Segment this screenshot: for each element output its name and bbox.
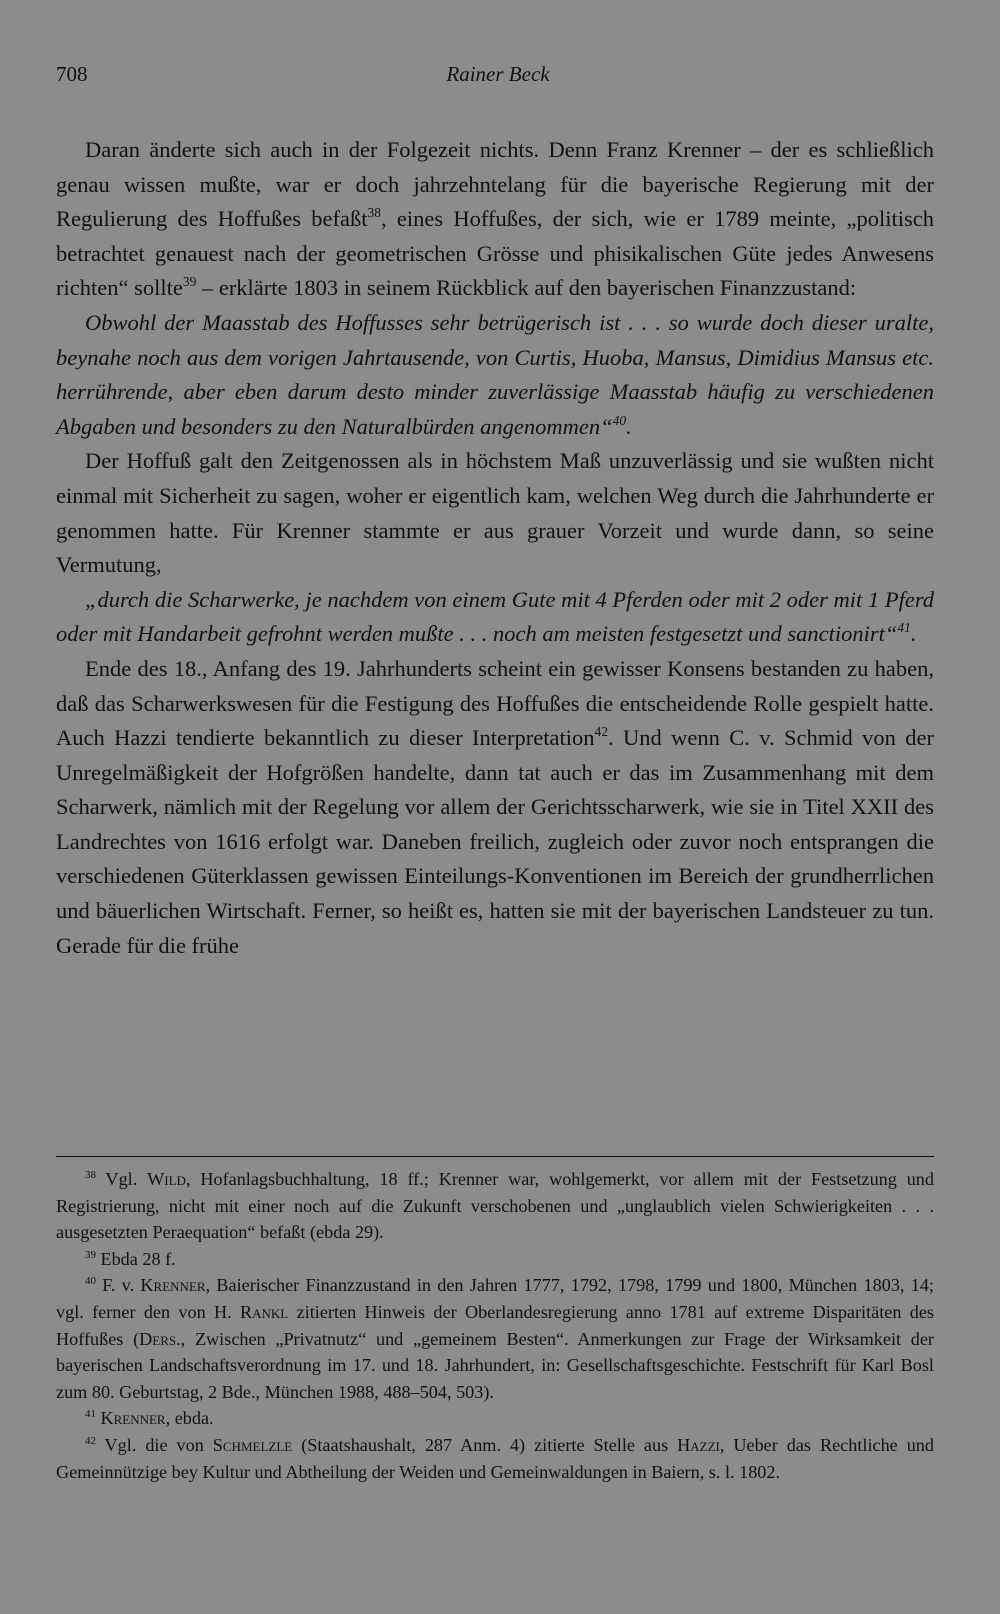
footnote-ref-42: 42 <box>594 724 608 740</box>
footnote-41: $^{41}$ Krenner, ebda. <box>85 1408 214 1429</box>
footnote-separator <box>56 1156 934 1157</box>
running-head: Rainer Beck <box>446 62 550 86</box>
main-text <box>56 133 934 963</box>
paragraph-2: Der Hoffuß galt den Zeitgenossen als in höchstem Maß unzuverlässig und sie wußten nicht einmal mit Sicherheit zu sagen, woher er eigentlich kam, welchen Weg durch die Jahrhunderte er genommen hatte. Für Krenner stammte er aus grauer Vorzeit und wurde dann, so seine Vermutung, <box>56 448 934 578</box>
footnote-42: $^{42}$ Vgl. die von Schmelzle (Staatshaushalt, 287 Anm. 4) zitierte Stelle aus Hazzi, Ueber das Rechtliche und Gemeinnützige bey Kultur und Abtheilung der Weiden und Gemeinwaldungen in Baiern, s. l. 1802. <box>56 1434 934 1482</box>
footnote-ref-38: 38 <box>367 205 382 221</box>
footnote-ref-39: 39 <box>182 274 197 290</box>
footnote-38: $^{38}$ Vgl. Wild, Hofanlagsbuchhaltung, 18 ff.; Krenner war, wohlgemerkt, vor allem mit der Festsetzung und Registrierung, nicht mit einer noch auf die Zukunft verschobenen und „unglaublich vielen Schwierigkeiten . . . ausgesetzten Peraequation“ befaßt (ebda 29). <box>56 1168 934 1243</box>
paragraph-3: Ende des 18., Anfang des 19. Jahrhunderts scheint ein gewisser Konsens bestanden zu haben, daß das Scharwerkswesen für die Festigung des Hoffußes die entscheidende Rolle gespielt hatte. Auch Hazzi tendierte bekanntlich zu dieser Interpretation$^{42}$. Und wenn C. v. Schmid von der Unregelmäßigkeit der Hofgrößen handelte, dann tat auch er das im Zusammenhang mit dem Scharwerk, nämlich mit der Regelung vor allem der Gerichtsscharwerk, wie sie in Titel XXII des Landrechtes von 1616 erfolgt war. Daneben freilich, zugleich oder zuvor noch entsprangen die verschiedenen Güterklassen gewissen Einteilungs-Konventionen im Bereich der grundherrlichen und bäuerlichen Wirtschaft. Ferner, so heißt es, hatten sie mit der bayerischen Landsteuer zu tun. Gerade für die frühe <box>56 655 934 958</box>
footnote-39: $^{39}$ Ebda 28 f. <box>85 1248 176 1269</box>
block-quote-2: „durch die Scharwerke, je nachdem von einem Gute mit 4 Pferden oder mit 2 oder mit 1 Pferd oder mit Handarbeit gefrohnt werden mußte . . . noch am meisten festgesetzt und sanctionirt“$^{41}$. <box>56 586 934 647</box>
page-number: 708 <box>56 62 88 86</box>
block-quote-1: Obwohl der Maasstab des Hoffusses sehr betrügerisch ist . . . so wurde doch dieser uralte, beynahe noch aus dem vorigen Jahrtausende, von Curtis, Huoba, Mansus, Dimidius Mansus etc. herrührende, aber eben darum desto minder zuverlässige Maasstab häufig zu verschiedenen Abgaben und besonders zu den Naturalbürden angenommen“$^{40}$. <box>56 309 934 439</box>
footnote-ref-41: 41 <box>897 620 911 636</box>
footnote-40: $^{40}$ F. v. Krenner, Baierischer Finanzzustand in den Jahren 1777, 1792, 1798, 1799 und 1800, München 1803, 14; vgl. ferner den von H. Rankl zitierten Hinweis der Oberlandesregierung anno 1781 auf extreme Disparitäten des Hoffußes (Ders., Zwischen „Privatnutz“ und „gemeinem Besten“. Anmerkungen zur Frage der Wirksamkeit der bayerischen Landschaftsverordnung im 17. und 18. Jahrhundert, in: Gesellschaftsgeschichte. Festschrift für Karl Bosl zum 80. Geburtstag, 2 Bde., München 1988, 488–504, 503). <box>56 1275 935 1402</box>
paragraph-1: Daran änderte sich auch in der Folgezeit nichts. Denn Franz Krenner – der es schließlich genau wissen mußte, war er doch jahrzehntelang für die bayerische Regierung mit der Regulierung des Hoffußes befaßt$^{38}$, eines Hoffußes, der sich, wie er 1789 meinte, „politisch betrachtet genauest nach der geometrischen Grösse und phisikalischen Güte jedes Anwesens richten“ sollte$^{39}$ – erklärte 1803 in seinem Rückblick auf den bayerischen Finanzzustand: <box>56 137 934 301</box>
page-header <box>56 62 940 92</box>
footnote-ref-40: 40 <box>612 412 627 428</box>
footnotes <box>56 1166 934 1485</box>
